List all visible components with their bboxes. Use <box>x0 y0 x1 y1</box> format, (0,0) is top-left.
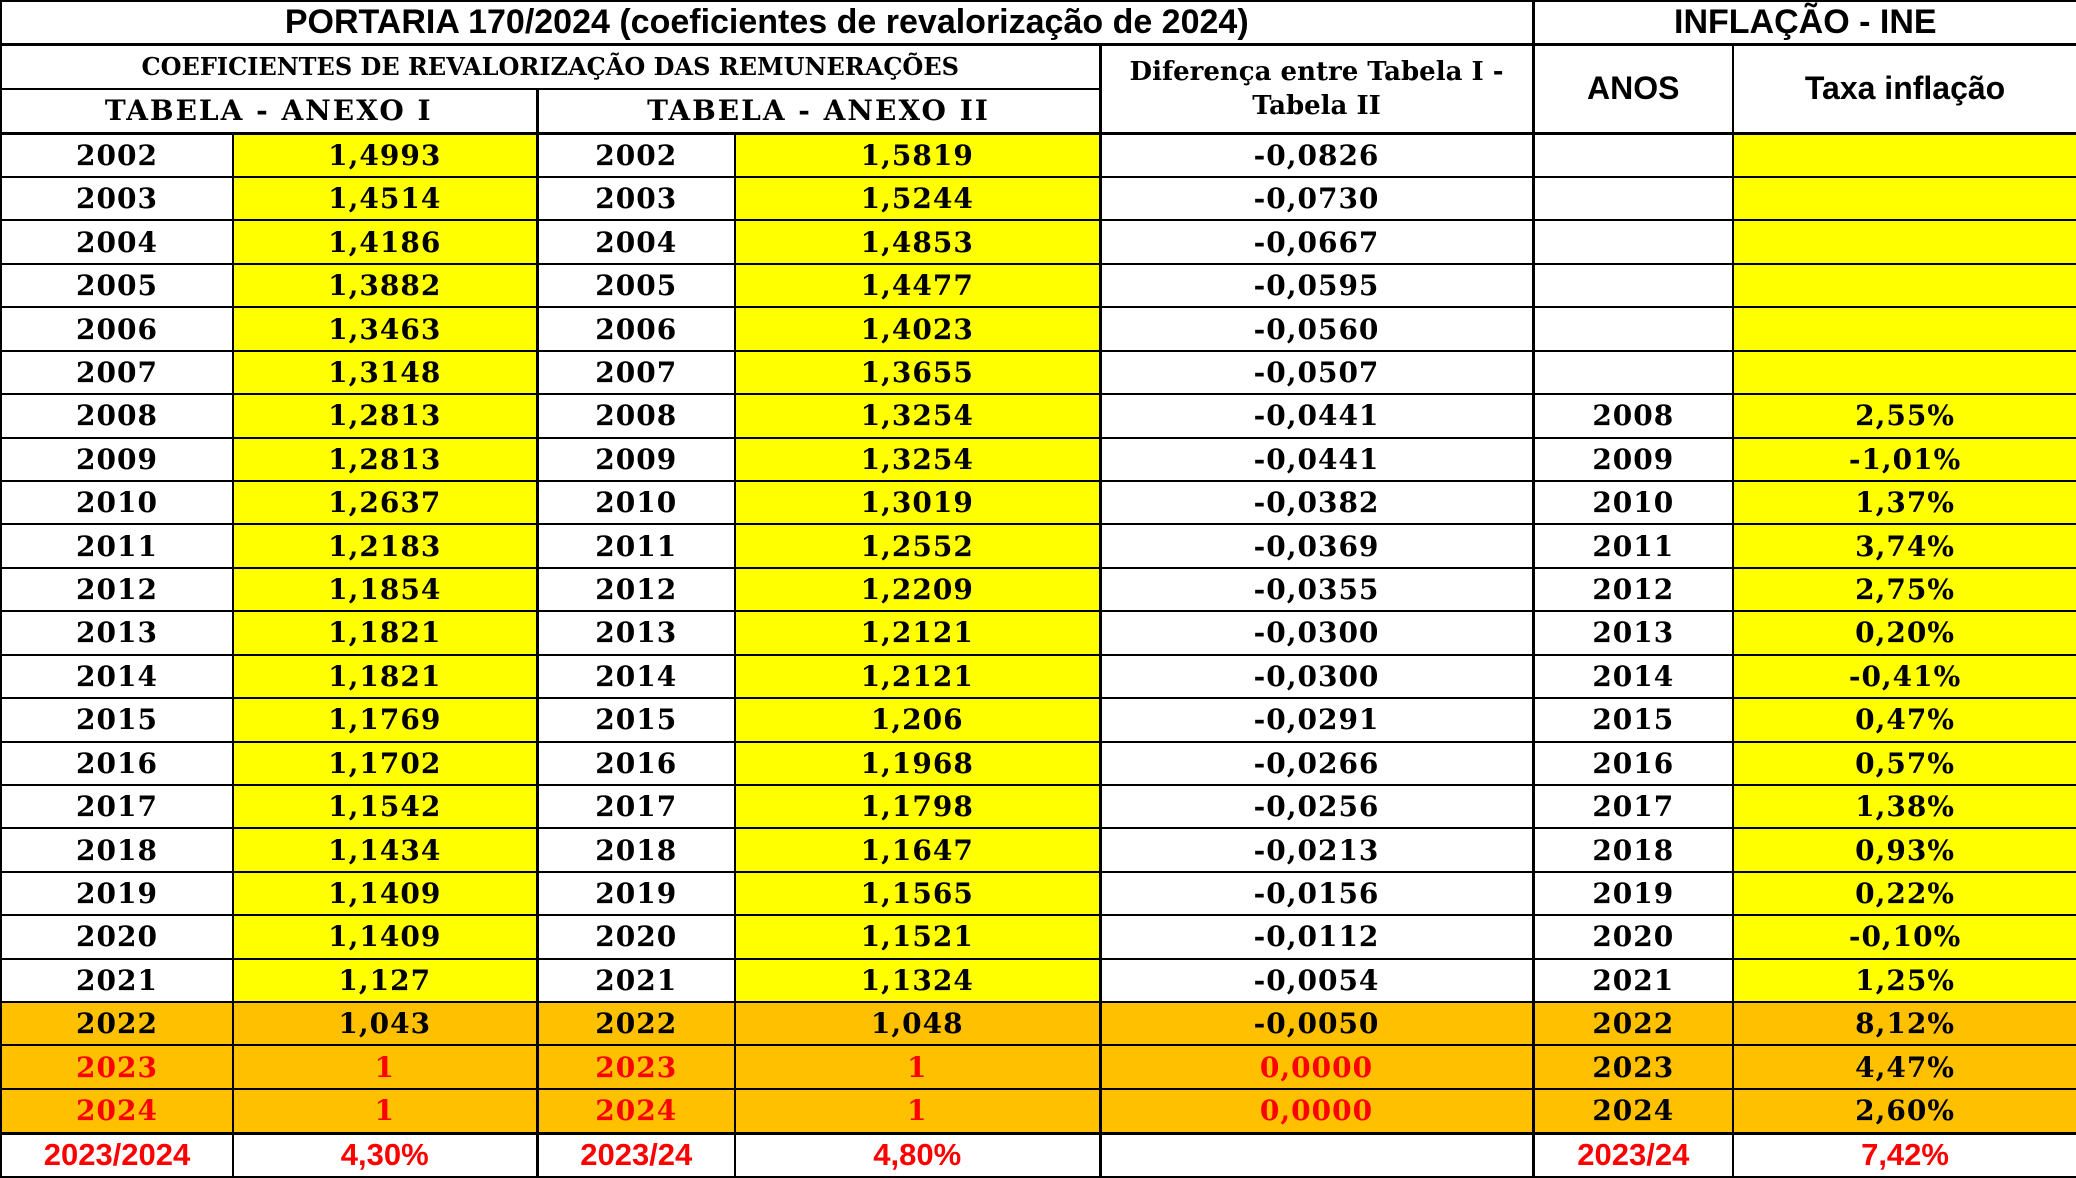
table-row <box>1 481 2076 524</box>
year-annex-1: 2005 <box>1 264 233 307</box>
inflation-year: 2014 <box>1533 655 1733 698</box>
table-row <box>1 220 2076 263</box>
inflation-rate <box>1733 351 2076 394</box>
total-inflation-value: 7,42% <box>1733 1133 2076 1177</box>
year-annex-1: 2011 <box>1 524 233 567</box>
coefficient-annex-1: 1,4514 <box>233 177 537 220</box>
total-t1-period: 2023/2024 <box>1 1133 233 1177</box>
year-annex-2: 2006 <box>537 307 735 350</box>
coefficient-annex-1: 1,4993 <box>233 133 537 177</box>
difference-value: -0,0441 <box>1100 394 1533 437</box>
year-annex-2: 2012 <box>537 568 735 611</box>
year-annex-1: 2009 <box>1 438 233 481</box>
table-row <box>1 1002 2076 1045</box>
year-annex-2: 2002 <box>537 133 735 177</box>
coefficient-annex-2: 1,048 <box>735 1002 1100 1045</box>
coefficient-annex-2: 1,2552 <box>735 524 1100 567</box>
table-row <box>1 394 2076 437</box>
year-annex-1: 2003 <box>1 177 233 220</box>
coefficient-annex-1: 1,1769 <box>233 698 537 741</box>
table-row <box>1 351 2076 394</box>
year-annex-1: 2019 <box>1 872 233 915</box>
coefficient-annex-1: 1,3463 <box>233 307 537 350</box>
inflation-year: 2015 <box>1533 698 1733 741</box>
difference-value: -0,0355 <box>1100 568 1533 611</box>
year-annex-2: 2020 <box>537 915 735 958</box>
inflation-year: 2011 <box>1533 524 1733 567</box>
inflation-rate: 3,74% <box>1733 524 2076 567</box>
table-row <box>1 742 2076 785</box>
coefficient-annex-2: 1,3655 <box>735 351 1100 394</box>
inflation-year <box>1533 133 1733 177</box>
year-annex-2: 2009 <box>537 438 735 481</box>
inflation-rate <box>1733 177 2076 220</box>
coefficient-annex-1: 1,2183 <box>233 524 537 567</box>
inflation-title: INFLAÇÃO - INE <box>1533 1 2076 44</box>
year-annex-2: 2013 <box>537 611 735 654</box>
inflation-year: 2019 <box>1533 872 1733 915</box>
year-annex-1: 2010 <box>1 481 233 524</box>
table-row <box>1 524 2076 567</box>
inflation-year: 2024 <box>1533 1089 1733 1133</box>
inflation-rate: 2,60% <box>1733 1089 2076 1133</box>
inflation-year: 2008 <box>1533 394 1733 437</box>
inflation-rate: 0,20% <box>1733 611 2076 654</box>
inflation-rate <box>1733 264 2076 307</box>
coefficient-annex-1: 1,4186 <box>233 220 537 263</box>
coefficient-annex-2: 1,5819 <box>735 133 1100 177</box>
inflation-rate <box>1733 133 2076 177</box>
difference-value: 0,0000 <box>1100 1089 1533 1133</box>
year-annex-1: 2021 <box>1 959 233 1002</box>
inflation-year: 2010 <box>1533 481 1733 524</box>
year-annex-1: 2007 <box>1 351 233 394</box>
coefficient-annex-1: 1,2813 <box>233 438 537 481</box>
coefficient-annex-2: 1,1324 <box>735 959 1100 1002</box>
table-row <box>1 872 2076 915</box>
table-row <box>1 438 2076 481</box>
year-annex-1: 2015 <box>1 698 233 741</box>
inflation-rate: 1,38% <box>1733 785 2076 828</box>
table-row <box>1 1045 2076 1088</box>
difference-value: -0,0291 <box>1100 698 1533 741</box>
year-annex-2: 2007 <box>537 351 735 394</box>
inflation-year: 2020 <box>1533 915 1733 958</box>
total-t2-value: 4,80% <box>735 1133 1100 1177</box>
inflation-rate: 8,12% <box>1733 1002 2076 1045</box>
table-body <box>1 133 2076 1133</box>
year-annex-2: 2018 <box>537 828 735 871</box>
table-row <box>1 177 2076 220</box>
year-annex-2: 2014 <box>537 655 735 698</box>
difference-value: -0,0382 <box>1100 481 1533 524</box>
coefficient-annex-1: 1,1434 <box>233 828 537 871</box>
inflation-year: 2017 <box>1533 785 1733 828</box>
coefficient-annex-1: 1,2813 <box>233 394 537 437</box>
coefficient-annex-2: 1,1968 <box>735 742 1100 785</box>
coefficient-annex-1: 1,1854 <box>233 568 537 611</box>
coefficient-annex-2: 1,4853 <box>735 220 1100 263</box>
year-annex-1: 2014 <box>1 655 233 698</box>
coefficient-annex-2: 1 <box>735 1045 1100 1088</box>
difference-value: -0,0054 <box>1100 959 1533 1002</box>
coefficient-annex-2: 1,1798 <box>735 785 1100 828</box>
year-annex-2: 2004 <box>537 220 735 263</box>
coefficient-annex-1: 1,127 <box>233 959 537 1002</box>
coefficient-annex-2: 1,1521 <box>735 915 1100 958</box>
coefficient-annex-2: 1,4023 <box>735 307 1100 350</box>
difference-value: -0,0595 <box>1100 264 1533 307</box>
year-annex-2: 2017 <box>537 785 735 828</box>
table-row <box>1 915 2076 958</box>
year-annex-2: 2008 <box>537 394 735 437</box>
coefficient-annex-1: 1 <box>233 1045 537 1088</box>
totals-row <box>1 1133 2076 1177</box>
total-t2-period: 2023/24 <box>537 1133 735 1177</box>
difference-value: -0,0507 <box>1100 351 1533 394</box>
table-row <box>1 785 2076 828</box>
difference-value: -0,0213 <box>1100 828 1533 871</box>
year-annex-1: 2020 <box>1 915 233 958</box>
inflation-year <box>1533 220 1733 263</box>
coefficient-annex-1: 1,1821 <box>233 611 537 654</box>
coefficient-annex-2: 1,5244 <box>735 177 1100 220</box>
inflation-rate: 0,57% <box>1733 742 2076 785</box>
inflation-year: 2009 <box>1533 438 1733 481</box>
table-row <box>1 307 2076 350</box>
coefficient-annex-1: 1,1409 <box>233 872 537 915</box>
inflation-rate: 0,22% <box>1733 872 2076 915</box>
year-annex-1: 2006 <box>1 307 233 350</box>
year-annex-2: 2005 <box>537 264 735 307</box>
year-annex-1: 2004 <box>1 220 233 263</box>
year-annex-1: 2023 <box>1 1045 233 1088</box>
coefficient-annex-1: 1,043 <box>233 1002 537 1045</box>
inflation-year: 2016 <box>1533 742 1733 785</box>
difference-value: -0,0112 <box>1100 915 1533 958</box>
year-annex-1: 2002 <box>1 133 233 177</box>
coefficient-annex-1: 1,3148 <box>233 351 537 394</box>
inflation-rate: -0,10% <box>1733 915 2076 958</box>
coefficient-annex-1: 1,1409 <box>233 915 537 958</box>
difference-header: Diferença entre Tabela I - Tabela II <box>1100 44 1533 133</box>
table-annex-1-header: TABELA - ANEXO I <box>1 89 537 133</box>
coefficient-annex-2: 1,2121 <box>735 611 1100 654</box>
inflation-rate-header: Taxa inflação <box>1733 44 2076 133</box>
difference-value: -0,0256 <box>1100 785 1533 828</box>
total-inflation-period: 2023/24 <box>1533 1133 1733 1177</box>
inflation-rate: 1,25% <box>1733 959 2076 1002</box>
coefficient-annex-2: 1,1565 <box>735 872 1100 915</box>
years-header: ANOS <box>1533 44 1733 133</box>
coefficient-annex-2: 1,206 <box>735 698 1100 741</box>
inflation-year: 2012 <box>1533 568 1733 611</box>
difference-value: 0,0000 <box>1100 1045 1533 1088</box>
coefficient-annex-1: 1 <box>233 1089 537 1133</box>
inflation-year <box>1533 177 1733 220</box>
difference-value: -0,0300 <box>1100 611 1533 654</box>
year-annex-2: 2010 <box>537 481 735 524</box>
total-t1-value: 4,30% <box>233 1133 537 1177</box>
difference-value: -0,0667 <box>1100 220 1533 263</box>
year-annex-2: 2024 <box>537 1089 735 1133</box>
year-annex-2: 2021 <box>537 959 735 1002</box>
coefficient-annex-1: 1,1702 <box>233 742 537 785</box>
inflation-year: 2023 <box>1533 1045 1733 1088</box>
inflation-year: 2021 <box>1533 959 1733 1002</box>
difference-value: -0,0560 <box>1100 307 1533 350</box>
year-annex-2: 2019 <box>537 872 735 915</box>
inflation-rate: 2,75% <box>1733 568 2076 611</box>
table-row <box>1 828 2076 871</box>
year-annex-1: 2018 <box>1 828 233 871</box>
inflation-rate <box>1733 307 2076 350</box>
year-annex-1: 2013 <box>1 611 233 654</box>
table-row <box>1 1089 2076 1133</box>
coefficient-annex-2: 1,4477 <box>735 264 1100 307</box>
inflation-year <box>1533 351 1733 394</box>
coefficient-annex-2: 1,2209 <box>735 568 1100 611</box>
coefficient-annex-2: 1,3254 <box>735 394 1100 437</box>
year-annex-2: 2011 <box>537 524 735 567</box>
inflation-rate: 0,47% <box>1733 698 2076 741</box>
year-annex-2: 2015 <box>537 698 735 741</box>
coefficient-annex-1: 1,2637 <box>233 481 537 524</box>
year-annex-1: 2016 <box>1 742 233 785</box>
table-annex-2-header: TABELA - ANEXO II <box>537 89 1100 133</box>
inflation-year: 2013 <box>1533 611 1733 654</box>
difference-value: -0,0300 <box>1100 655 1533 698</box>
inflation-rate: -1,01% <box>1733 438 2076 481</box>
year-annex-1: 2022 <box>1 1002 233 1045</box>
coefficients-subtitle: COEFICIENTES DE REVALORIZAÇÃO DAS REMUNERAÇÕES <box>1 44 1100 89</box>
coefficient-annex-2: 1,1647 <box>735 828 1100 871</box>
year-annex-1: 2008 <box>1 394 233 437</box>
coefficient-annex-1: 1,1821 <box>233 655 537 698</box>
difference-value: -0,0369 <box>1100 524 1533 567</box>
year-annex-1: 2017 <box>1 785 233 828</box>
table-row <box>1 568 2076 611</box>
table-row <box>1 698 2076 741</box>
table-row <box>1 264 2076 307</box>
table-row <box>1 133 2076 177</box>
inflation-year <box>1533 307 1733 350</box>
year-annex-2: 2023 <box>537 1045 735 1088</box>
table-row <box>1 611 2076 654</box>
year-annex-2: 2022 <box>537 1002 735 1045</box>
coefficient-annex-2: 1,3019 <box>735 481 1100 524</box>
inflation-year <box>1533 264 1733 307</box>
page-title: PORTARIA 170/2024 (coeficientes de revalorização de 2024) <box>1 1 1533 44</box>
coefficient-annex-2: 1,3254 <box>735 438 1100 481</box>
difference-value: -0,0826 <box>1100 133 1533 177</box>
difference-value: -0,0156 <box>1100 872 1533 915</box>
year-annex-1: 2024 <box>1 1089 233 1133</box>
year-annex-2: 2003 <box>537 177 735 220</box>
total-diff-empty <box>1100 1133 1533 1177</box>
coefficient-annex-2: 1 <box>735 1089 1100 1133</box>
year-annex-1: 2012 <box>1 568 233 611</box>
difference-value: -0,0266 <box>1100 742 1533 785</box>
coefficient-annex-2: 1,2121 <box>735 655 1100 698</box>
difference-value: -0,0730 <box>1100 177 1533 220</box>
year-annex-2: 2016 <box>537 742 735 785</box>
inflation-rate: 4,47% <box>1733 1045 2076 1088</box>
inflation-rate: 0,93% <box>1733 828 2076 871</box>
inflation-year: 2022 <box>1533 1002 1733 1045</box>
difference-value: -0,0441 <box>1100 438 1533 481</box>
coefficient-annex-1: 1,3882 <box>233 264 537 307</box>
difference-value: -0,0050 <box>1100 1002 1533 1045</box>
inflation-rate: -0,41% <box>1733 655 2076 698</box>
inflation-year: 2018 <box>1533 828 1733 871</box>
inflation-rate <box>1733 220 2076 263</box>
inflation-rate: 1,37% <box>1733 481 2076 524</box>
coefficient-annex-1: 1,1542 <box>233 785 537 828</box>
table-row <box>1 959 2076 1002</box>
inflation-rate: 2,55% <box>1733 394 2076 437</box>
table-row <box>1 655 2076 698</box>
